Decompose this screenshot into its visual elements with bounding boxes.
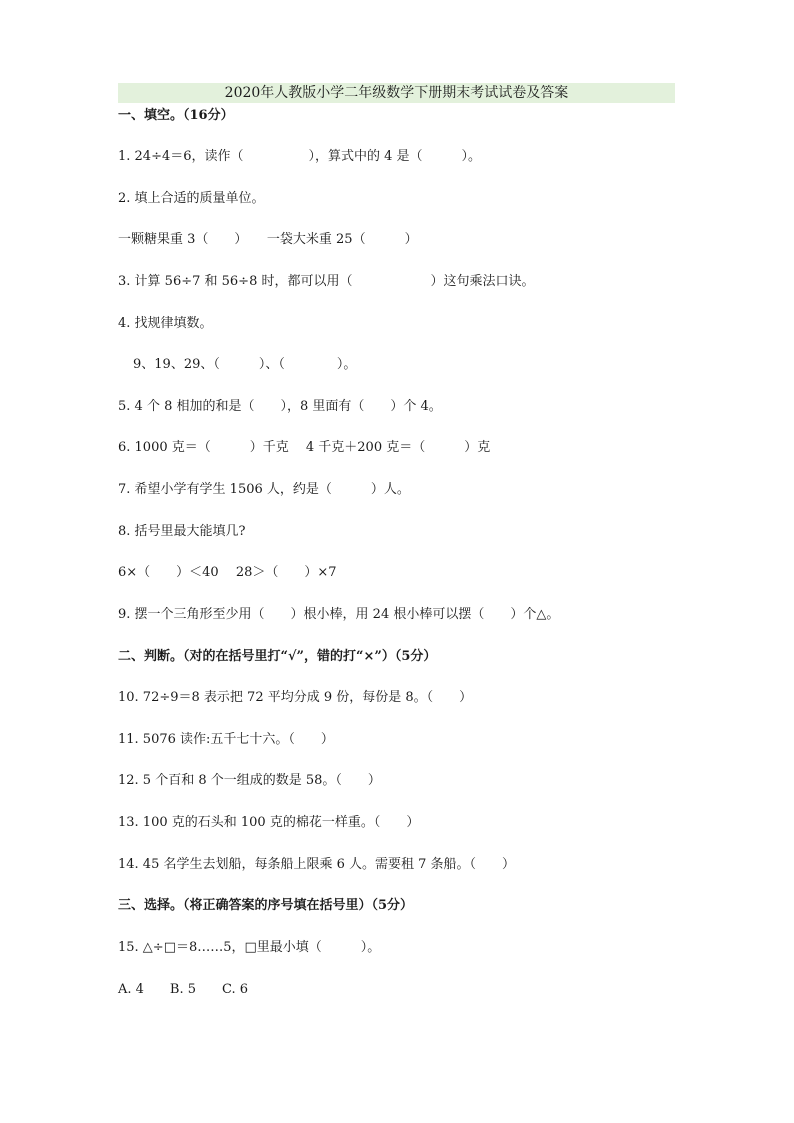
question-2: 2. 填上合适的质量单位。 [118,191,265,206]
question-4: 4. 找规律填数。 [118,316,213,331]
question-8: 8. 括号里最大能填几? [118,524,246,539]
question-9: 9. 摆一个三角形至少用（ ）根小棒，用 24 根小棒可以摆（ ）个△。 [118,607,560,622]
section-2-heading: 二、判断。（对的在括号里打“√”，错的打“×”）（5分） [118,649,437,664]
question-15-options: A. 4 B. 5 C. 6 [118,982,249,997]
question-10: 10. 72÷9＝8 表示把 72 平均分成 9 份，每份是 8。（ ） [118,690,473,705]
document-title: 2020年人教版小学二年级数学下册期末考试试卷及答案 [118,83,675,103]
question-4-sequence: 9、19、29、（ ）、（ ）。 [133,357,357,372]
section-1-heading: 一、填空。（16分） [118,108,234,123]
question-7: 7. 希望小学有学生 1506 人，约是（ ）人。 [118,482,410,497]
question-6: 6. 1000 克＝（ ）千克 4 千克＋200 克＝（ ）克 [118,440,491,455]
question-5: 5. 4 个 8 相加的和是（ ），8 里面有（ ）个 4。 [118,399,442,414]
question-11: 11. 5076 读作:五千七十六。（ ） [118,732,334,747]
question-14: 14. 45 名学生去划船，每条船上限乘 6 人。需要租 7 条船。（ ） [118,857,516,872]
question-12: 12. 5 个百和 8 个一组成的数是 58。（ ） [118,773,381,788]
question-15: 15. △÷□＝8……5，□里最小填（ ）。 [118,940,381,955]
question-2-items: 一颗糖果重 3（ ） 一袋大米重 25（ ） [118,232,418,247]
question-13: 13. 100 克的石头和 100 克的棉花一样重。（ ） [118,815,420,830]
question-8-items: 6×（ ）＜40 28＞（ ）×7 [118,565,337,580]
question-1: 1. 24÷4＝6，读作（ ），算式中的 4 是（ ）。 [118,149,482,164]
section-3-heading: 三、选择。（将正确答案的序号填在括号里）（5分） [118,898,414,913]
question-3: 3. 计算 56÷7 和 56÷8 时，都可以用（ ）这句乘法口诀。 [118,274,535,289]
